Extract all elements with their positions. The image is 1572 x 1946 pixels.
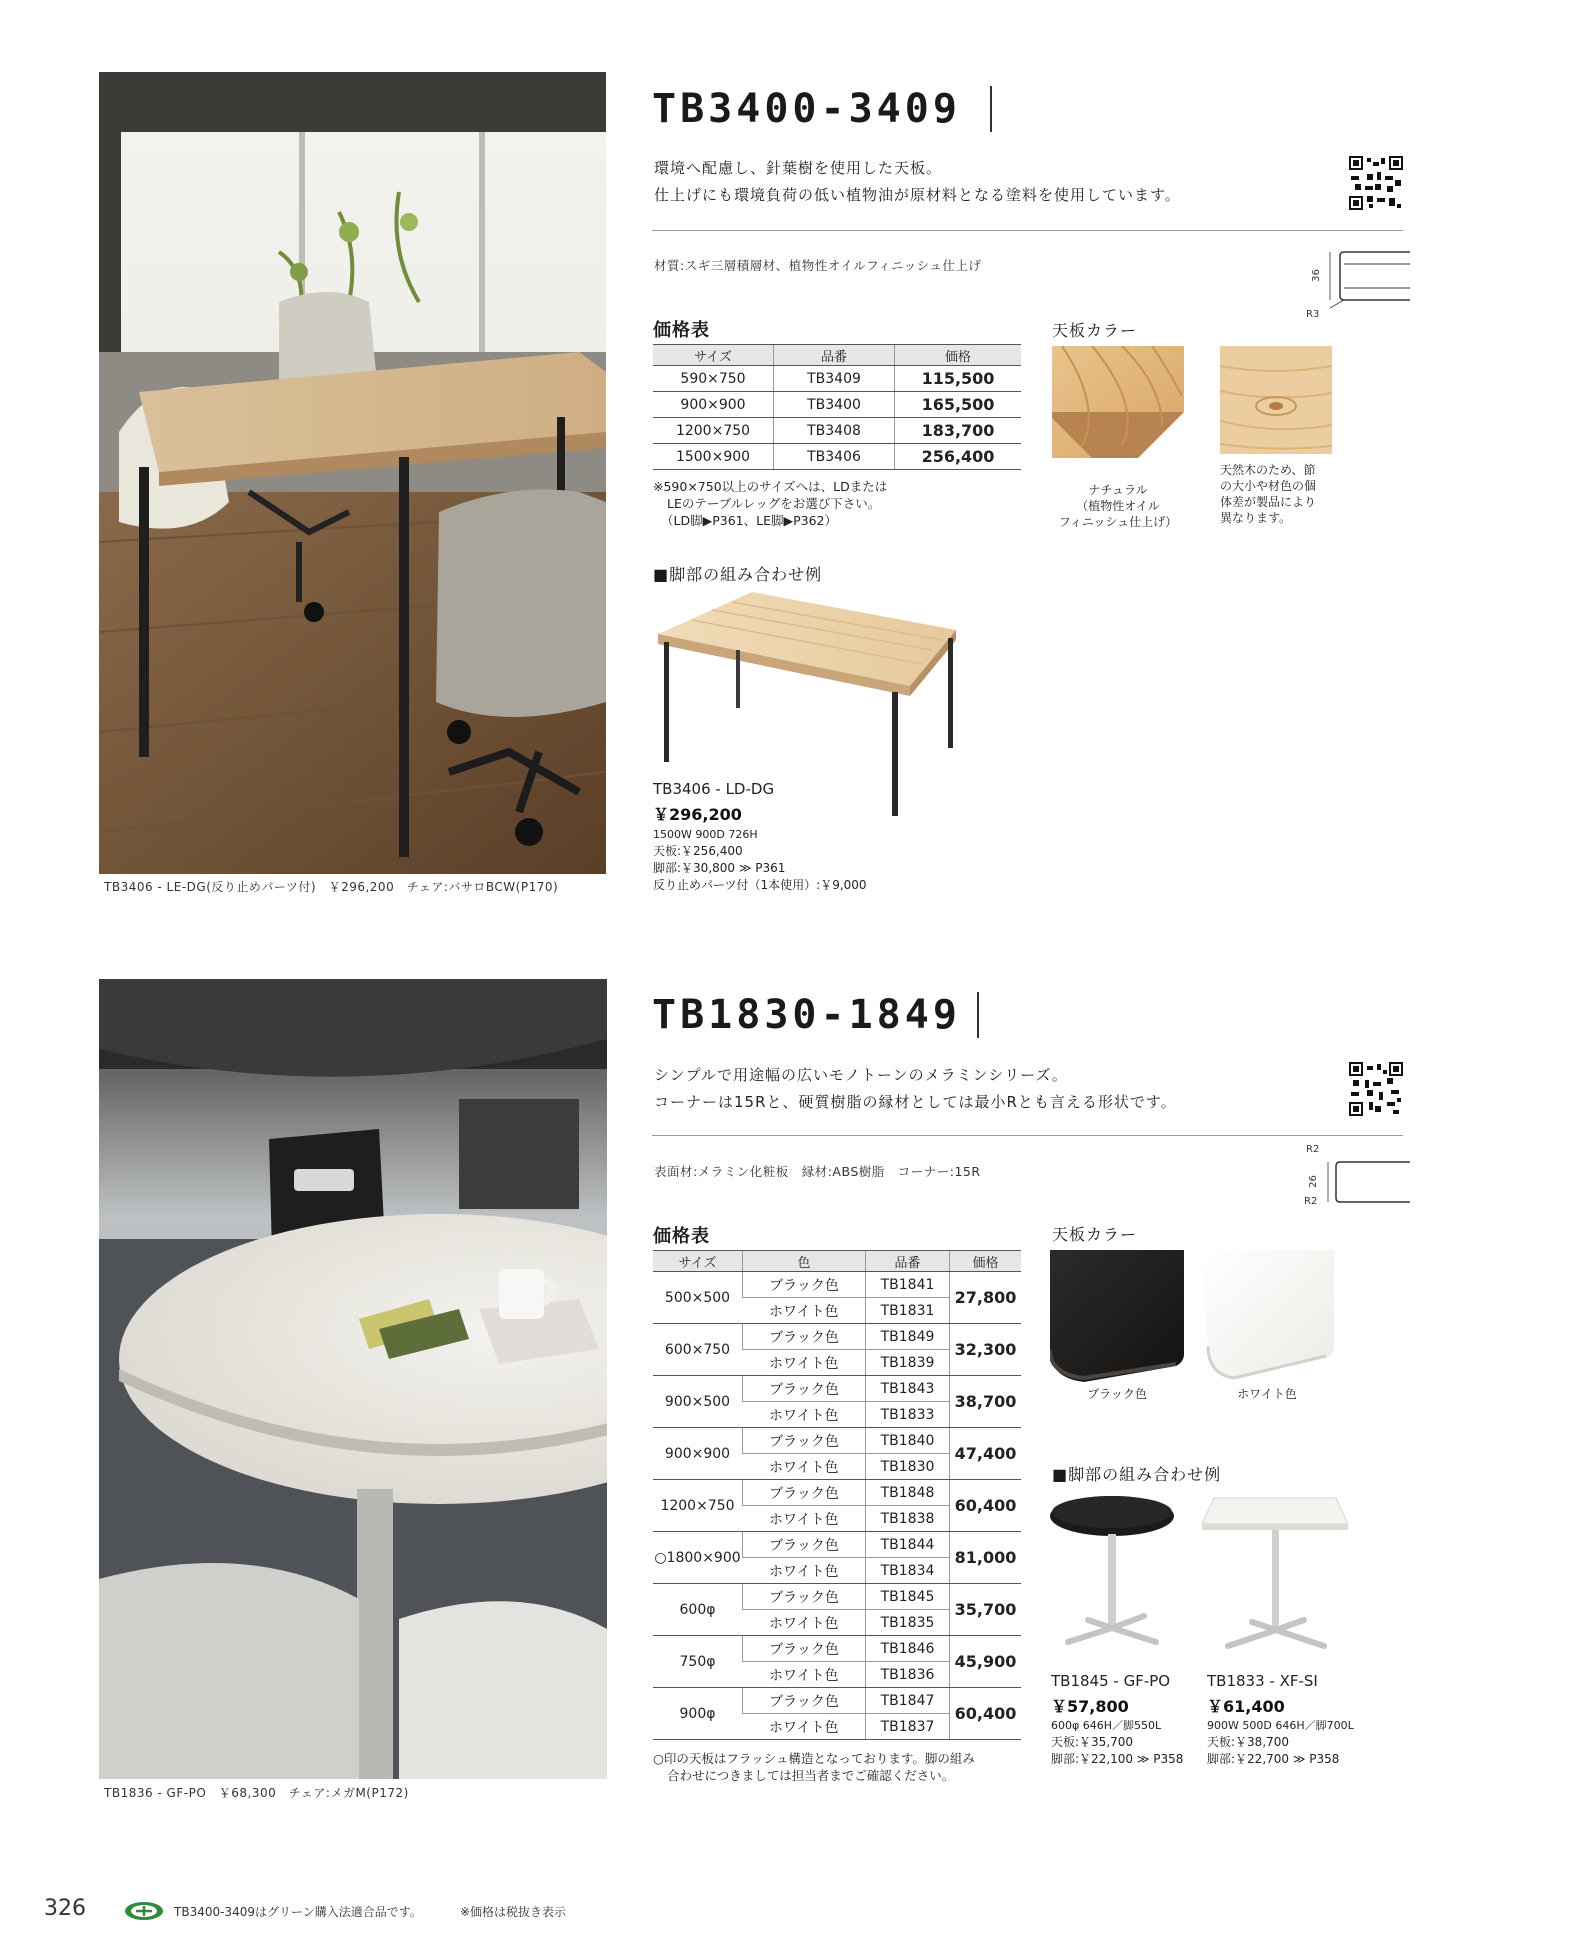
page-number: 326 [44,1896,86,1921]
table-row: 500×500 ブラック色 TB1841 27,800 [653,1272,1021,1298]
tax-note: ※価格は税抜き表示 [460,1905,567,1919]
table-row: 900×900 ブラック色 TB1840 47,400 [653,1428,1021,1454]
hero-photo-round-table [99,979,607,1779]
table-row: 750φ ブラック色 TB1846 45,900 [653,1636,1021,1662]
swatch-black-label: ブラック色 [1087,1387,1147,1401]
swatch-black [1050,1250,1184,1382]
natural-wood-note: 天然木のため、節 の大小や材色の個 体差が製品により 異なります。 [1220,463,1317,525]
col-price: 価格 [950,1251,1022,1272]
material-spec: 材質:スギ三層積層材、植物性オイルフィニッシュ仕上げ [654,258,982,273]
table-row: ホワイト色 TB1835 [653,1610,1021,1636]
qr-code [1349,156,1403,210]
color-title: 天板カラー [1052,321,1138,340]
qr-code-2 [1349,1062,1403,1116]
description-2: シンプルで用途幅の広いモノトーンのメラミンシリーズ。 コーナーは15Rと、硬質樹脂の縁材としては最小Rとも言える形状です。 [654,1066,1177,1111]
table-row: ホワイト色 TB1837 [653,1714,1021,1740]
model-title: TB3400-3409 [652,86,961,132]
price-table-2 [653,1250,1021,1740]
combo-price-1: ￥57,800 [1051,1697,1129,1716]
material-spec-2: 表面材:メラミン化粧板 縁材:ABS樹脂 コーナー:15R [654,1164,981,1179]
table-row: ホワイト色 TB1833 [653,1402,1021,1428]
table-row: 900φ ブラック色 TB1847 60,400 [653,1688,1021,1714]
col-size: サイズ [653,345,774,366]
combo-details-2: 900W 500D 646H／脚700L 天板:￥38,700 脚部:￥22,700 ≫ P358 [1207,1719,1354,1766]
edge-thickness-label: 36 [1310,269,1322,282]
edge-profile-diagram [1310,248,1410,324]
combo-name-1: TB1845 - GF-PO [1051,1672,1171,1690]
description: 環境へ配慮し、針葉樹を使用した天板。 仕上げにも環境負荷の低い植物油が原材料となる塗料を使用しています。 [654,159,1181,204]
edge-bottom-radius: R2 [1304,1196,1318,1207]
price-note-2: ○印の天板はフラッシュ構造となっております。脚の組み 合わせにつきましては担当者までご確認ください。 [653,1751,975,1783]
green-mark-icon [124,1901,164,1921]
edge-profile-diagram-2 [1320,1158,1410,1210]
table-row: 900×500 ブラック色 TB1843 38,700 [653,1376,1021,1402]
table-row: 1500×900 TB3406 256,400 [653,444,1021,470]
table-row: 1200×750 ブラック色 TB1848 60,400 [653,1480,1021,1506]
price-table-title-2: 価格表 [653,1226,710,1247]
table-row: ホワイト色 TB1838 [653,1506,1021,1532]
leg-combo-title-2: ■脚部の組み合わせ例 [1052,1465,1222,1484]
col-color: 色 [743,1251,866,1272]
edge-thickness-label-2: 26 [1307,1175,1319,1188]
model-title-2: TB1830-1849 [652,992,961,1038]
col-price: 価格 [895,345,1022,366]
table-row: 600φ ブラック色 TB1845 35,700 [653,1584,1021,1610]
combo-details-1: 600φ 646H／脚550L 天板:￥35,700 脚部:￥22,100 ≫ P358 [1051,1719,1184,1766]
swatch-natural-flat [1220,346,1332,454]
combo-square-white-table [1200,1494,1350,1654]
price-table [653,344,1021,470]
col-code: 品番 [774,345,895,366]
green-purchase-note: TB3400-3409はグリーン購入法適合品です。 [174,1905,422,1919]
combo-name-2: TB1833 - XF-SI [1207,1672,1318,1690]
combo-price-2: ￥61,400 [1207,1697,1285,1716]
swatch-natural-label: ナチュラル （植物性オイル フィニッシュ仕上げ） [1058,483,1178,529]
combo-price: ￥296,200 [653,805,742,824]
color-title-2: 天板カラー [1052,1225,1138,1244]
divider [652,230,1403,231]
table-row: 590×750 TB3409 115,500 [653,366,1021,392]
table-row: ホワイト色 TB1830 [653,1454,1021,1480]
swatch-natural [1052,346,1184,458]
swatch-white [1200,1250,1334,1382]
table-row: ○1800×900 ブラック色 TB1844 81,000 [653,1532,1021,1558]
col-size: サイズ [653,1251,743,1272]
price-note: ※590×750以上のサイズへは、LDまたは LEのテーブルレッグをお選び下さい。 （LD脚▶P361、LE脚▶P362） [653,479,888,528]
divider-2 [652,1135,1403,1136]
photo-caption-2: TB1836 - GF-PO ￥68,300 チェア:メガM(P172) [104,1786,409,1800]
title-bar [990,86,992,132]
combo-details: 1500W 900D 726H 天板:￥256,400 脚部:￥30,800 ≫ P361 反り止めパーツ付（1本使用）:￥9,000 [653,828,867,892]
table-row: ホワイト色 TB1836 [653,1662,1021,1688]
swatch-white-label: ホワイト色 [1237,1387,1297,1401]
edge-radius-label: R3 [1306,309,1320,320]
combo-round-black-table [1048,1494,1176,1654]
table-row: 900×900 TB3400 165,500 [653,392,1021,418]
leg-combo-title: ■脚部の組み合わせ例 [653,565,823,584]
table-row: 600×750 ブラック色 TB1849 32,300 [653,1324,1021,1350]
table-row: ホワイト色 TB1834 [653,1558,1021,1584]
table-row: 1200×750 TB3408 183,700 [653,418,1021,444]
col-code: 品番 [866,1251,950,1272]
table-row: ホワイト色 TB1831 [653,1298,1021,1324]
hero-photo-wood-table [99,72,606,874]
title-bar-2 [977,992,979,1038]
photo-caption: TB3406 - LE-DG(反り止めパーツ付) ￥296,200 チェア:バサロBCW(P170) [104,880,559,894]
edge-top-radius: R2 [1306,1144,1320,1155]
price-table-title: 価格表 [653,320,710,341]
table-row: ホワイト色 TB1839 [653,1350,1021,1376]
combo-name: TB3406 - LD-DG [653,780,775,798]
